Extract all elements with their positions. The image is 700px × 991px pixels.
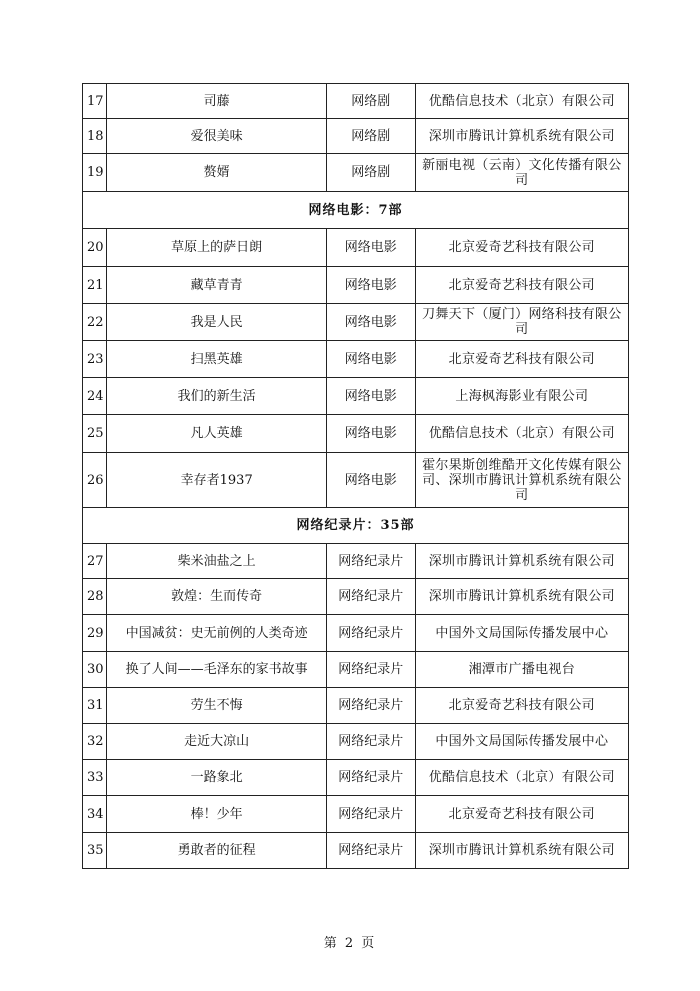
table-row	[83, 652, 629, 688]
table-row	[83, 415, 629, 453]
program-title: 勇敢者的征程	[107, 833, 326, 869]
row-number: 26	[83, 453, 107, 508]
row-number: 35	[83, 833, 107, 869]
row-number: 18	[83, 119, 107, 154]
producer-org: 新丽电视（云南）文化传播有限公司	[415, 154, 628, 192]
row-number: 19	[83, 154, 107, 192]
row-number: 30	[83, 652, 107, 688]
row-number: 24	[83, 378, 107, 415]
program-title: 爱很美味	[107, 119, 326, 154]
program-type: 网络剧	[326, 84, 415, 119]
program-list-body	[83, 84, 629, 869]
row-number: 23	[83, 341, 107, 378]
program-type: 网络电影	[326, 304, 415, 341]
producer-org: 深圳市腾讯计算机系统有限公司	[415, 544, 628, 579]
producer-org: 中国外文局国际传播发展中心	[415, 615, 628, 652]
program-type: 网络电影	[326, 267, 415, 304]
program-type: 网络纪录片	[326, 579, 415, 615]
page-number: 第 2 页	[323, 936, 377, 951]
producer-org: 中国外文局国际传播发展中心	[415, 724, 628, 760]
table-row	[83, 304, 629, 341]
table-row	[83, 724, 629, 760]
program-type: 网络电影	[326, 378, 415, 415]
table-row	[83, 544, 629, 579]
program-type: 网络纪录片	[326, 724, 415, 760]
producer-org: 深圳市腾讯计算机系统有限公司	[415, 579, 628, 615]
program-type: 网络电影	[326, 453, 415, 508]
program-type: 网络电影	[326, 229, 415, 267]
producer-org: 北京爱奇艺科技有限公司	[415, 229, 628, 267]
program-title: 扫黑英雄	[107, 341, 326, 378]
table-row	[83, 579, 629, 615]
table-row	[83, 615, 629, 652]
producer-org: 上海枫海影业有限公司	[415, 378, 628, 415]
program-type: 网络纪录片	[326, 544, 415, 579]
producer-org: 深圳市腾讯计算机系统有限公司	[415, 119, 628, 154]
row-number: 34	[83, 796, 107, 833]
program-type: 网络纪录片	[326, 760, 415, 796]
table-row	[83, 341, 629, 378]
program-type: 网络纪录片	[326, 688, 415, 724]
program-title: 草原上的萨日朗	[107, 229, 326, 267]
program-title: 凡人英雄	[107, 415, 326, 453]
program-title: 敦煌：生而传奇	[107, 579, 326, 615]
program-type: 网络剧	[326, 154, 415, 192]
program-title: 司藤	[107, 84, 326, 119]
program-title: 换了人间——毛泽东的家书故事	[107, 652, 326, 688]
program-title: 中国减贫：史无前例的人类奇迹	[107, 615, 326, 652]
section-heading: 网络电影：7部	[83, 192, 629, 229]
producer-org: 刀舞天下（厦门）网络科技有限公司	[415, 304, 628, 341]
producer-org: 深圳市腾讯计算机系统有限公司	[415, 833, 628, 869]
producer-org: 北京爱奇艺科技有限公司	[415, 267, 628, 304]
table-row	[83, 796, 629, 833]
program-title: 我们的新生活	[107, 378, 326, 415]
producer-org: 优酷信息技术（北京）有限公司	[415, 84, 628, 119]
program-title: 棒！少年	[107, 796, 326, 833]
program-title: 藏草青青	[107, 267, 326, 304]
table-row	[83, 229, 629, 267]
section-heading: 网络纪录片：35部	[83, 508, 629, 544]
section-heading-row	[83, 192, 629, 229]
table-row	[83, 154, 629, 192]
table-row	[83, 833, 629, 869]
producer-org: 霍尔果斯创维酷开文化传媒有限公司、深圳市腾讯计算机系统有限公司	[415, 453, 628, 508]
program-type: 网络纪录片	[326, 796, 415, 833]
program-type: 网络电影	[326, 341, 415, 378]
producer-org: 优酷信息技术（北京）有限公司	[415, 760, 628, 796]
producer-org: 北京爱奇艺科技有限公司	[415, 688, 628, 724]
program-type: 网络纪录片	[326, 833, 415, 869]
program-title: 劳生不悔	[107, 688, 326, 724]
table-row	[83, 119, 629, 154]
program-list-table	[82, 83, 629, 869]
program-type: 网络纪录片	[326, 615, 415, 652]
program-title: 柴米油盐之上	[107, 544, 326, 579]
program-title: 幸存者1937	[107, 453, 326, 508]
producer-org: 北京爱奇艺科技有限公司	[415, 341, 628, 378]
producer-org: 优酷信息技术（北京）有限公司	[415, 415, 628, 453]
program-title: 我是人民	[107, 304, 326, 341]
program-type: 网络电影	[326, 415, 415, 453]
table-row	[83, 453, 629, 508]
row-number: 21	[83, 267, 107, 304]
section-heading-row	[83, 508, 629, 544]
row-number: 20	[83, 229, 107, 267]
program-title: 一路象北	[107, 760, 326, 796]
table-row	[83, 84, 629, 119]
program-title: 赘婿	[107, 154, 326, 192]
row-number: 29	[83, 615, 107, 652]
row-number: 31	[83, 688, 107, 724]
table-row	[83, 378, 629, 415]
row-number: 27	[83, 544, 107, 579]
row-number: 22	[83, 304, 107, 341]
row-number: 17	[83, 84, 107, 119]
row-number: 33	[83, 760, 107, 796]
producer-org: 湘潭市广播电视台	[415, 652, 628, 688]
row-number: 25	[83, 415, 107, 453]
table-row	[83, 688, 629, 724]
row-number: 28	[83, 579, 107, 615]
table-row	[83, 760, 629, 796]
row-number: 32	[83, 724, 107, 760]
table-row	[83, 267, 629, 304]
program-type: 网络纪录片	[326, 652, 415, 688]
producer-org: 北京爱奇艺科技有限公司	[415, 796, 628, 833]
program-title: 走近大凉山	[107, 724, 326, 760]
program-type: 网络剧	[326, 119, 415, 154]
